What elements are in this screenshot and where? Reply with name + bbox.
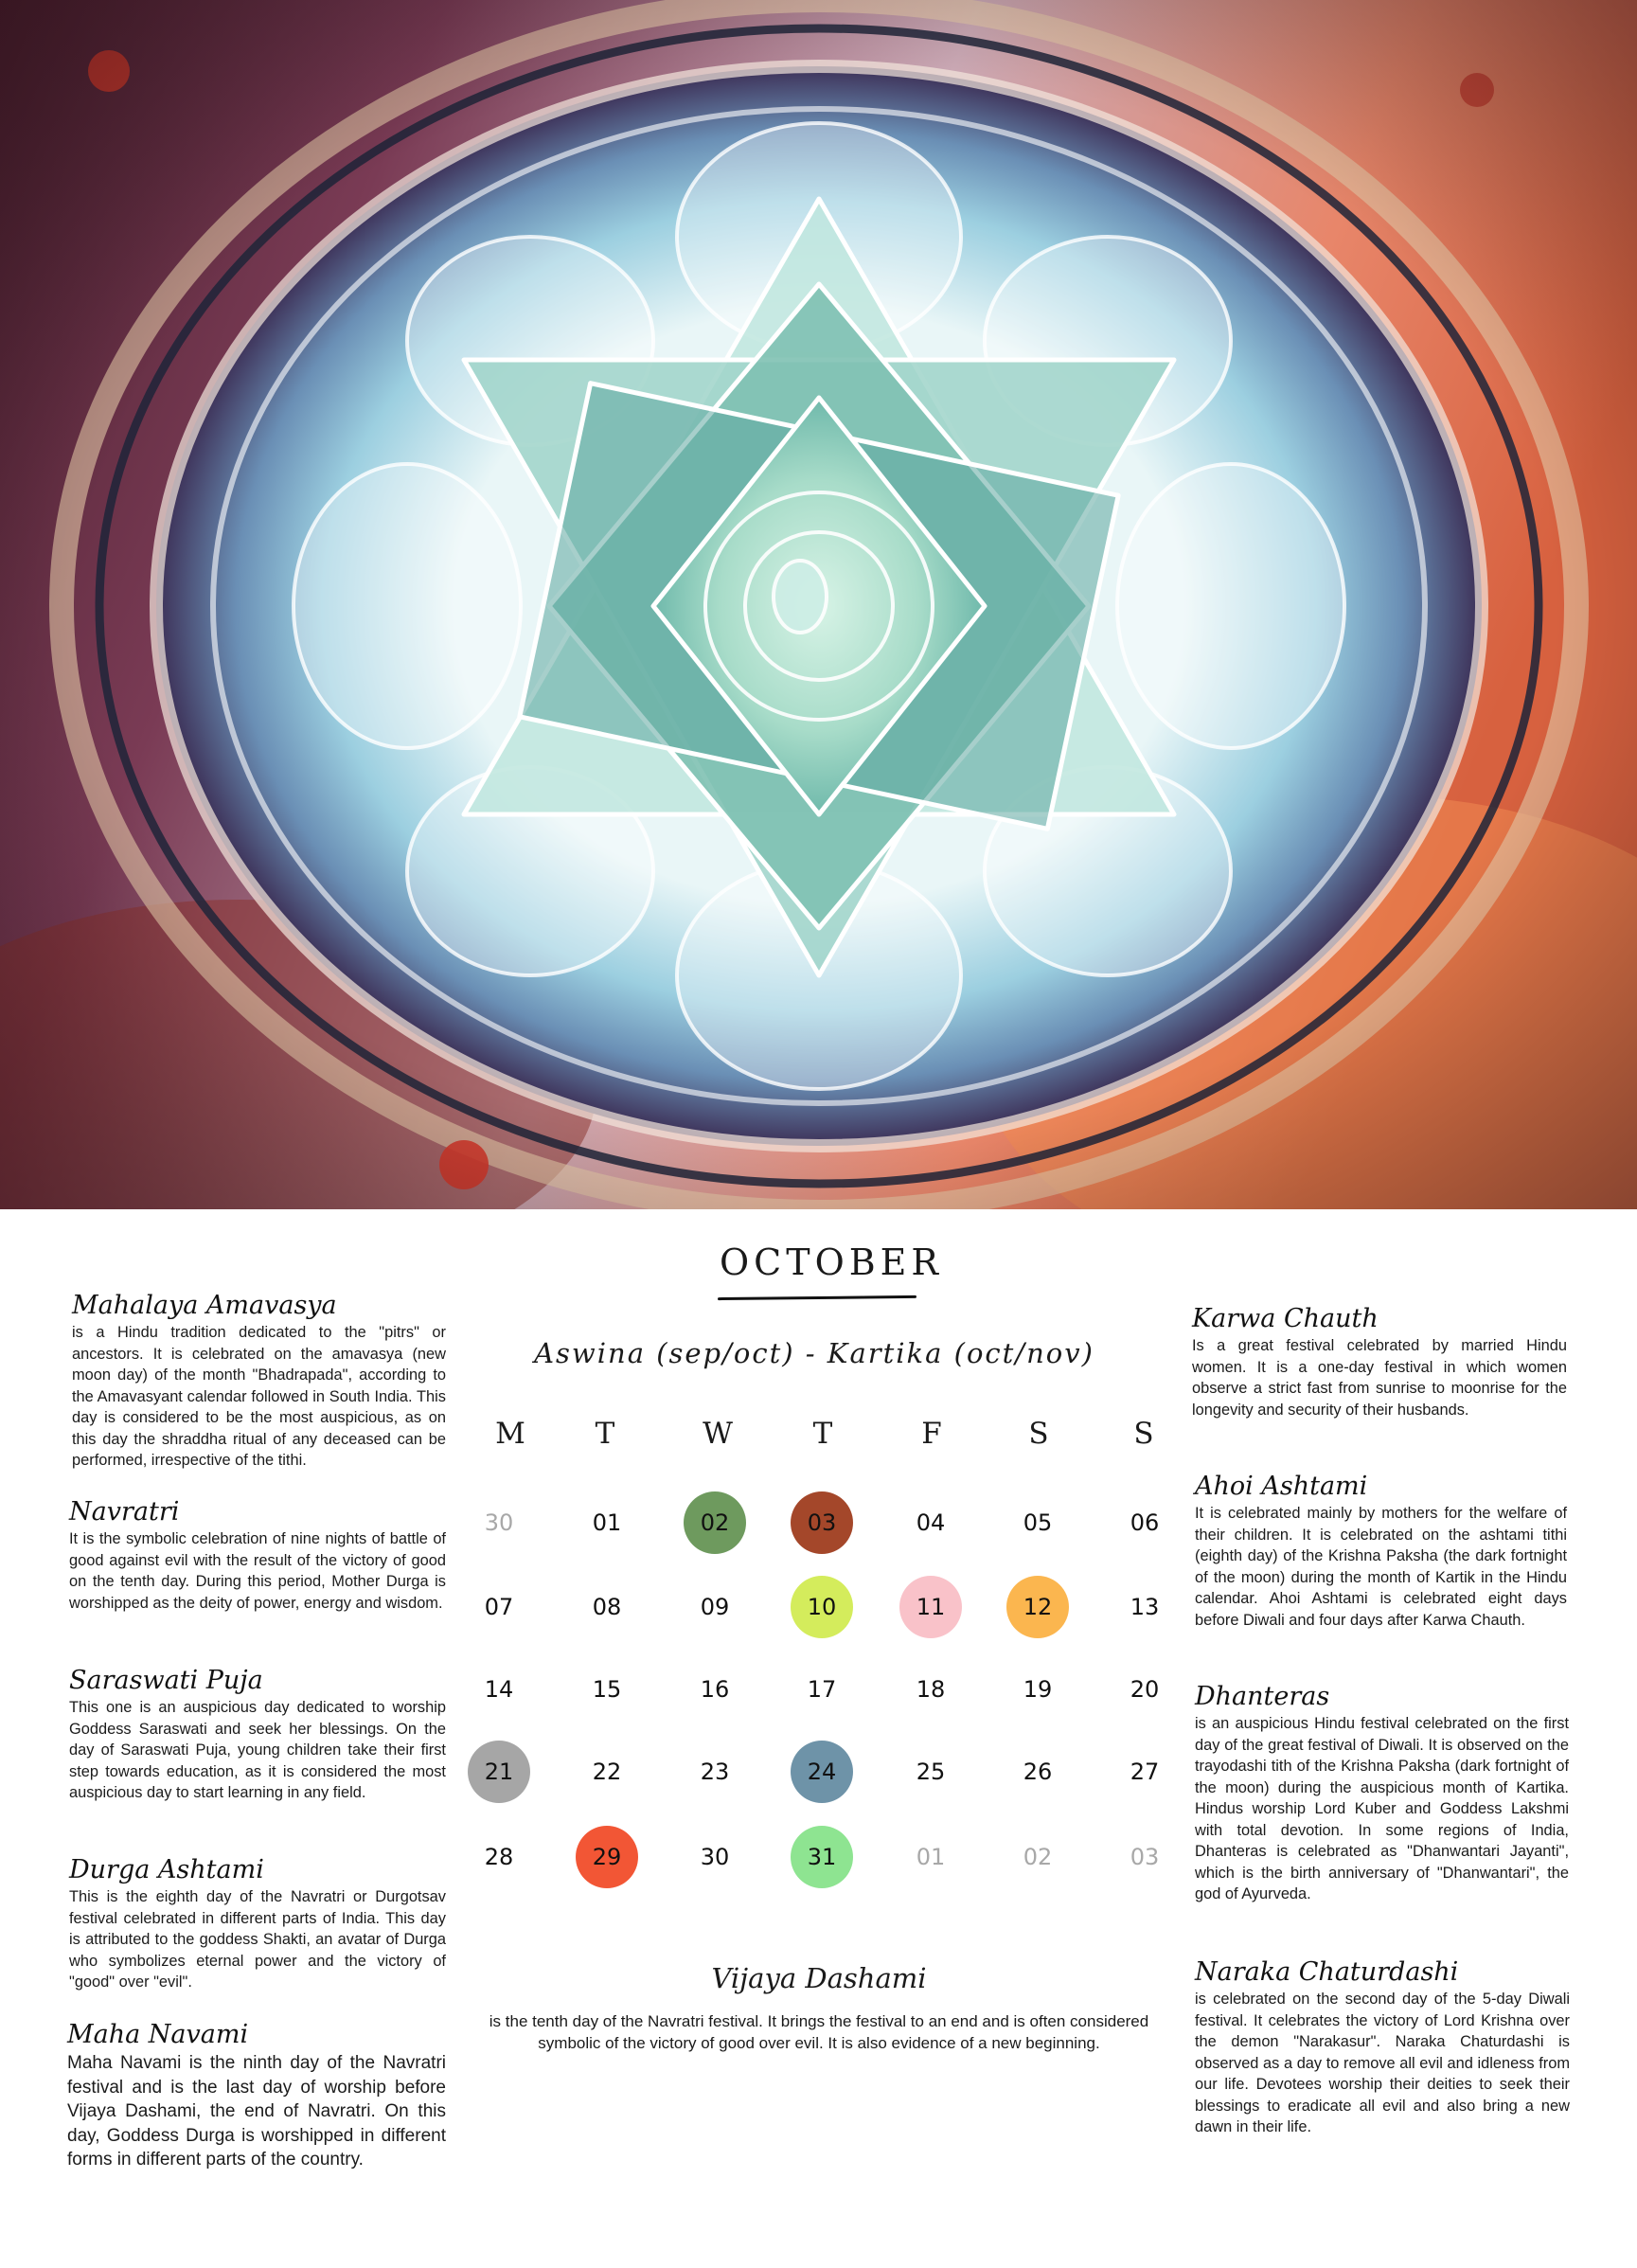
festival-maha-navami — [67, 2019, 446, 2172]
festival-durga-ashtami — [69, 1854, 446, 1993]
festival-title: Saraswati Puja — [69, 1666, 263, 1695]
calendar-day: 04 — [916, 1509, 946, 1536]
weekday-friday: F — [921, 1417, 942, 1451]
weekday-monday: M — [495, 1417, 525, 1451]
festival-description: Maha Navami is the ninth day of the Navratri festival and is the last day of worship before Vijaya Dashami, the end of Navratri. On this day, Goddess Durga is worshipped in different forms in different parts of the country. — [67, 2053, 446, 2170]
calendar-day-highlighted: 02 — [684, 1491, 746, 1554]
calendar-day: 23 — [700, 1759, 730, 1785]
festival-title: Navratri — [69, 1497, 180, 1527]
festival-description: Is a great festival celebrated by married Hindu women. It is a one-day festival in which women observe a strict fast from sunrise to moonrise for the longevity and security of their husbands. — [1192, 1337, 1567, 1419]
calendar-day: 16 — [700, 1676, 730, 1703]
month-title: OCTOBER — [720, 1241, 944, 1283]
festival-title: Durga Ashtami — [69, 1855, 264, 1884]
festival-description: It is the symbolic celebration of nine nights of battle of good against evil with the result of the victory of good on the tenth day. During this period, Mother Durga is worshipped as the deity of power, energy and wisdom. — [69, 1530, 446, 1612]
festival-mahalaya-amavasya — [72, 1290, 446, 1472]
festival-navratri — [69, 1496, 446, 1614]
festival-title: Dhanteras — [1195, 1682, 1330, 1711]
calendar-day-highlighted: 31 — [791, 1826, 853, 1888]
festival-title: Ahoi Ashtami — [1195, 1472, 1368, 1501]
calendar-day: 14 — [484, 1676, 514, 1703]
festival-description: is celebrated on the second day of the 5-day Diwali festival. It celebrates the victory of Lord Krishna over the demon "Narakasur". Naraka Chaturdashi is observed as a day to remove all evil and idleness from our life. Devotees worship their deities to seek their blessings to eradicate all evil and also bring a new dawn in their life. — [1195, 1991, 1570, 2135]
festival-title: Mahalaya Amavasya — [72, 1291, 337, 1320]
calendar-day: 20 — [1130, 1676, 1160, 1703]
calendar-day-highlighted: 10 — [791, 1576, 853, 1638]
calendar-day: 19 — [1023, 1676, 1053, 1703]
festival-title: Naraka Chaturdashi — [1195, 1957, 1459, 1987]
calendar-day: 02 — [1023, 1844, 1053, 1870]
calendar-day: 22 — [592, 1759, 622, 1785]
calendar-day: 03 — [1130, 1844, 1160, 1870]
calendar-day: 07 — [484, 1594, 514, 1620]
calendar-day: 09 — [700, 1594, 730, 1620]
calendar-day: 01 — [916, 1844, 946, 1870]
festival-description: is an auspicious Hindu festival celebrated on the first day of the great festival of Diwali. It is observed on the trayodashi tith of the Krishna Paksha (dark fortnight of the moon) during the auspicious month of Kartika. Hindus worship Lord Kuber and Goddess Lakshmi with total devotion. In some regions of India, Dhanteras is celebrated as "Dhanwantari Jayanti", which is the birth anniversary of "Dhanwantari", the god of Ayurveda. — [1195, 1715, 1569, 1902]
calendar-day: 28 — [484, 1844, 514, 1870]
weekday-thursday: T — [812, 1417, 833, 1451]
festival-title: Maha Navami — [67, 2020, 249, 2049]
festival-ahoi-ashtami — [1195, 1471, 1567, 1631]
calendar-day-highlighted: 11 — [899, 1576, 962, 1638]
calendar-day: 01 — [592, 1509, 622, 1536]
festival-description: This is the eighth day of the Navratri or Durgotsav festival celebrated in different parts of India. This day is attributed to the goddess Shakti, an avatar of Durga who symbolizes eternal power and the victory of "good" over "evil". — [69, 1888, 446, 1991]
calendar-day: 27 — [1130, 1759, 1160, 1785]
festival-description: is a Hindu tradition dedicated to the "pitrs" or ancestors. It is celebrated on the amavasya (new moon day) of the month "Bhadrapada", according to the Amavasyant calendar followed in South India. This day is considered to be the most auspicious, as on this day the shraddha ritual of any deceased can be performed, irrespective of the tithi. — [72, 1324, 446, 1469]
weekday-saturday: S — [1028, 1417, 1049, 1451]
vijaya-dashami-description: is the tenth day of the Navratri festival. It brings the festival to an end and is often considered symbolic of the victory of good over evil. It is also evidence of a new beginning. — [489, 2012, 1149, 2052]
calendar-day-highlighted: 29 — [576, 1826, 638, 1888]
calendar-day: 05 — [1023, 1509, 1053, 1536]
weekday-wednesday: W — [703, 1417, 733, 1451]
festival-karwa-chauth — [1192, 1303, 1567, 1420]
weekday-tuesday: T — [595, 1417, 615, 1451]
calendar-day: 25 — [916, 1759, 946, 1785]
calendar-day: 06 — [1130, 1509, 1160, 1536]
calendar-day-highlighted: 21 — [468, 1741, 530, 1803]
calendar-day: 30 — [484, 1509, 514, 1536]
festival-title: Karwa Chauth — [1192, 1304, 1379, 1333]
month-underline — [718, 1295, 916, 1300]
weekday-sunday: S — [1133, 1417, 1154, 1451]
festival-description: This one is an auspicious day dedicated to worship Goddess Saraswati and seek her blessings. On the day of Saraswati Puja, young children take their first step towards education, as it is considered the most auspicious day to start learning in any field. — [69, 1699, 446, 1801]
calendar-day: 26 — [1023, 1759, 1053, 1785]
calendar-day: 18 — [916, 1676, 946, 1703]
calendar-day: 30 — [700, 1844, 730, 1870]
festival-description: It is celebrated mainly by mothers for the welfare of their children. It is celebrated on the ashtami tithi (eighth day) of the Krishna Paksha (the dark fortnight of the moon) during the month of Kartik in the Hindu calendar. Ahoi Ashtami is celebrated eight days before Diwali and four days after Karwa Chauth. — [1195, 1505, 1567, 1629]
calendar-day-highlighted: 03 — [791, 1491, 853, 1554]
calendar-day-highlighted: 12 — [1006, 1576, 1069, 1638]
hindu-month-subtitle: Aswina (sep/oct) - Kartika (oct/nov) — [534, 1337, 1094, 1369]
vijaya-dashami-title: Vijaya Dashami — [711, 1962, 927, 1994]
festival-naraka-chaturdashi — [1195, 1956, 1570, 2138]
festival-saraswati-puja — [69, 1665, 446, 1804]
calendar-day: 15 — [592, 1676, 622, 1703]
calendar-day: 13 — [1130, 1594, 1160, 1620]
calendar-day-highlighted: 24 — [791, 1741, 853, 1803]
calendar-day: 08 — [592, 1594, 622, 1620]
calendar-day: 17 — [807, 1676, 837, 1703]
festival-dhanteras — [1195, 1681, 1569, 1905]
